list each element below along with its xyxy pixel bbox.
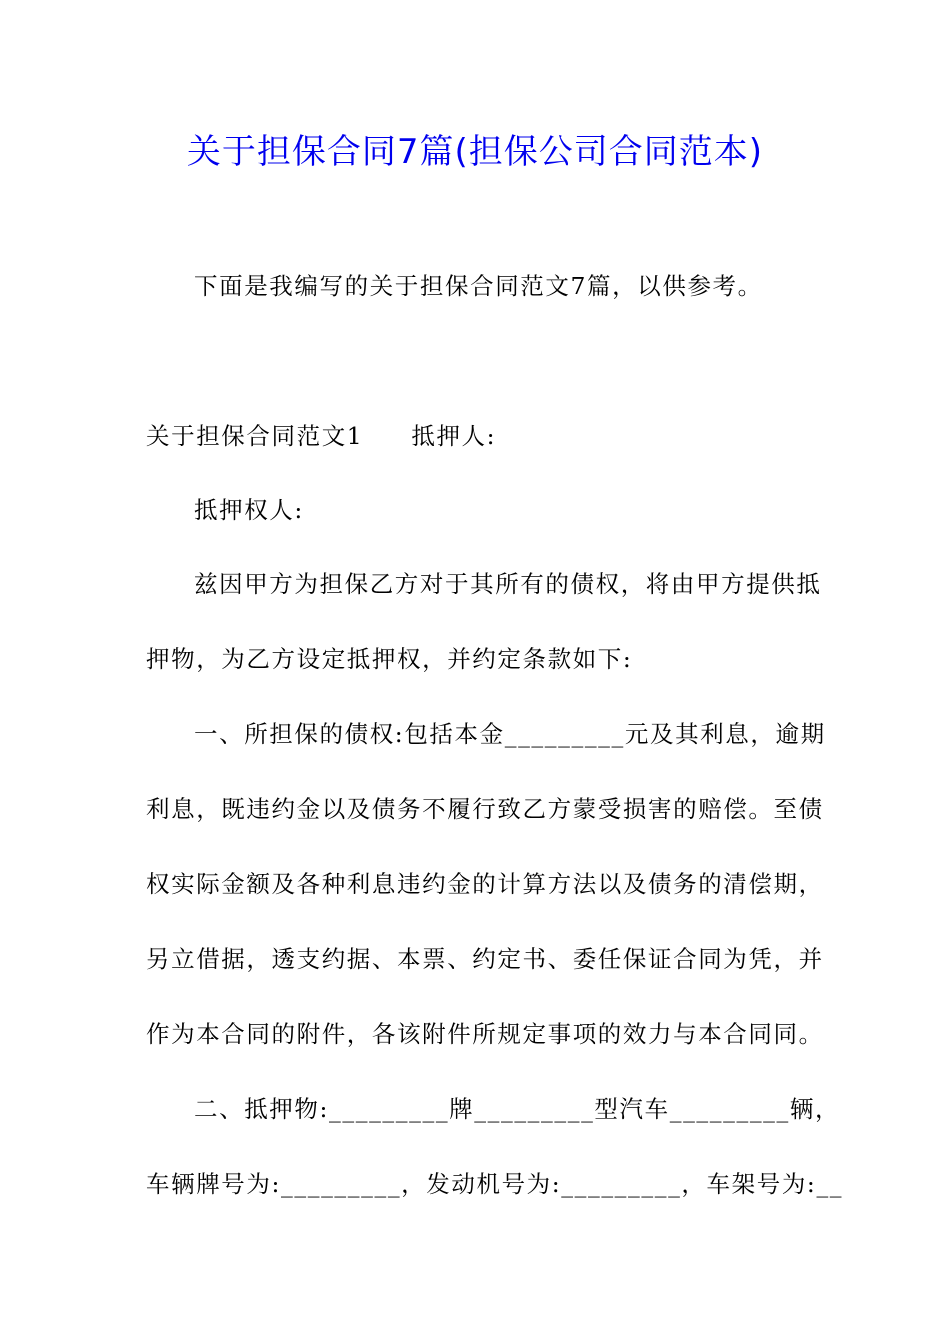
paragraph-line: 另立借据，透支约据、本票、约定书、委任保证合同为凭，并	[146, 945, 824, 973]
paragraph-line: 车辆牌号为:_________，发动机号为:_________，车架号为:__	[146, 1170, 844, 1198]
clause-1-line: 一、所担保的债权:包括本金_________元及其利息，逾期	[194, 720, 826, 748]
section-heading-line	[146, 418, 816, 454]
clause-2-line: 二、抵押物:_________牌_________型汽车_________辆，	[194, 1095, 841, 1123]
paragraph-line: 兹因甲方为担保乙方对于其所有的债权，将由甲方提供抵	[194, 570, 822, 598]
paragraph-line: 利息，既违约金以及债务不履行致乙方蒙受损害的赔偿。至债	[146, 795, 824, 823]
mortgagee-label: 抵押权人:	[194, 496, 304, 524]
paragraph-line: 权实际金额及各种利息违约金的计算方法以及债务的清偿期，	[146, 870, 824, 898]
intro-paragraph: 下面是我编写的关于担保合同范文7篇，以供参考。	[194, 272, 763, 300]
section-heading: 关于担保合同范文1	[146, 422, 364, 450]
paragraph-line: 押物，为乙方设定抵押权，并约定条款如下:	[146, 645, 633, 673]
paragraph-line: 作为本合同的附件，各该附件所规定事项的效力与本合同同。	[146, 1020, 824, 1048]
document-title: 关于担保合同7篇(担保公司合同范本)	[186, 132, 764, 172]
mortgagor-label: 抵押人:	[411, 422, 497, 450]
